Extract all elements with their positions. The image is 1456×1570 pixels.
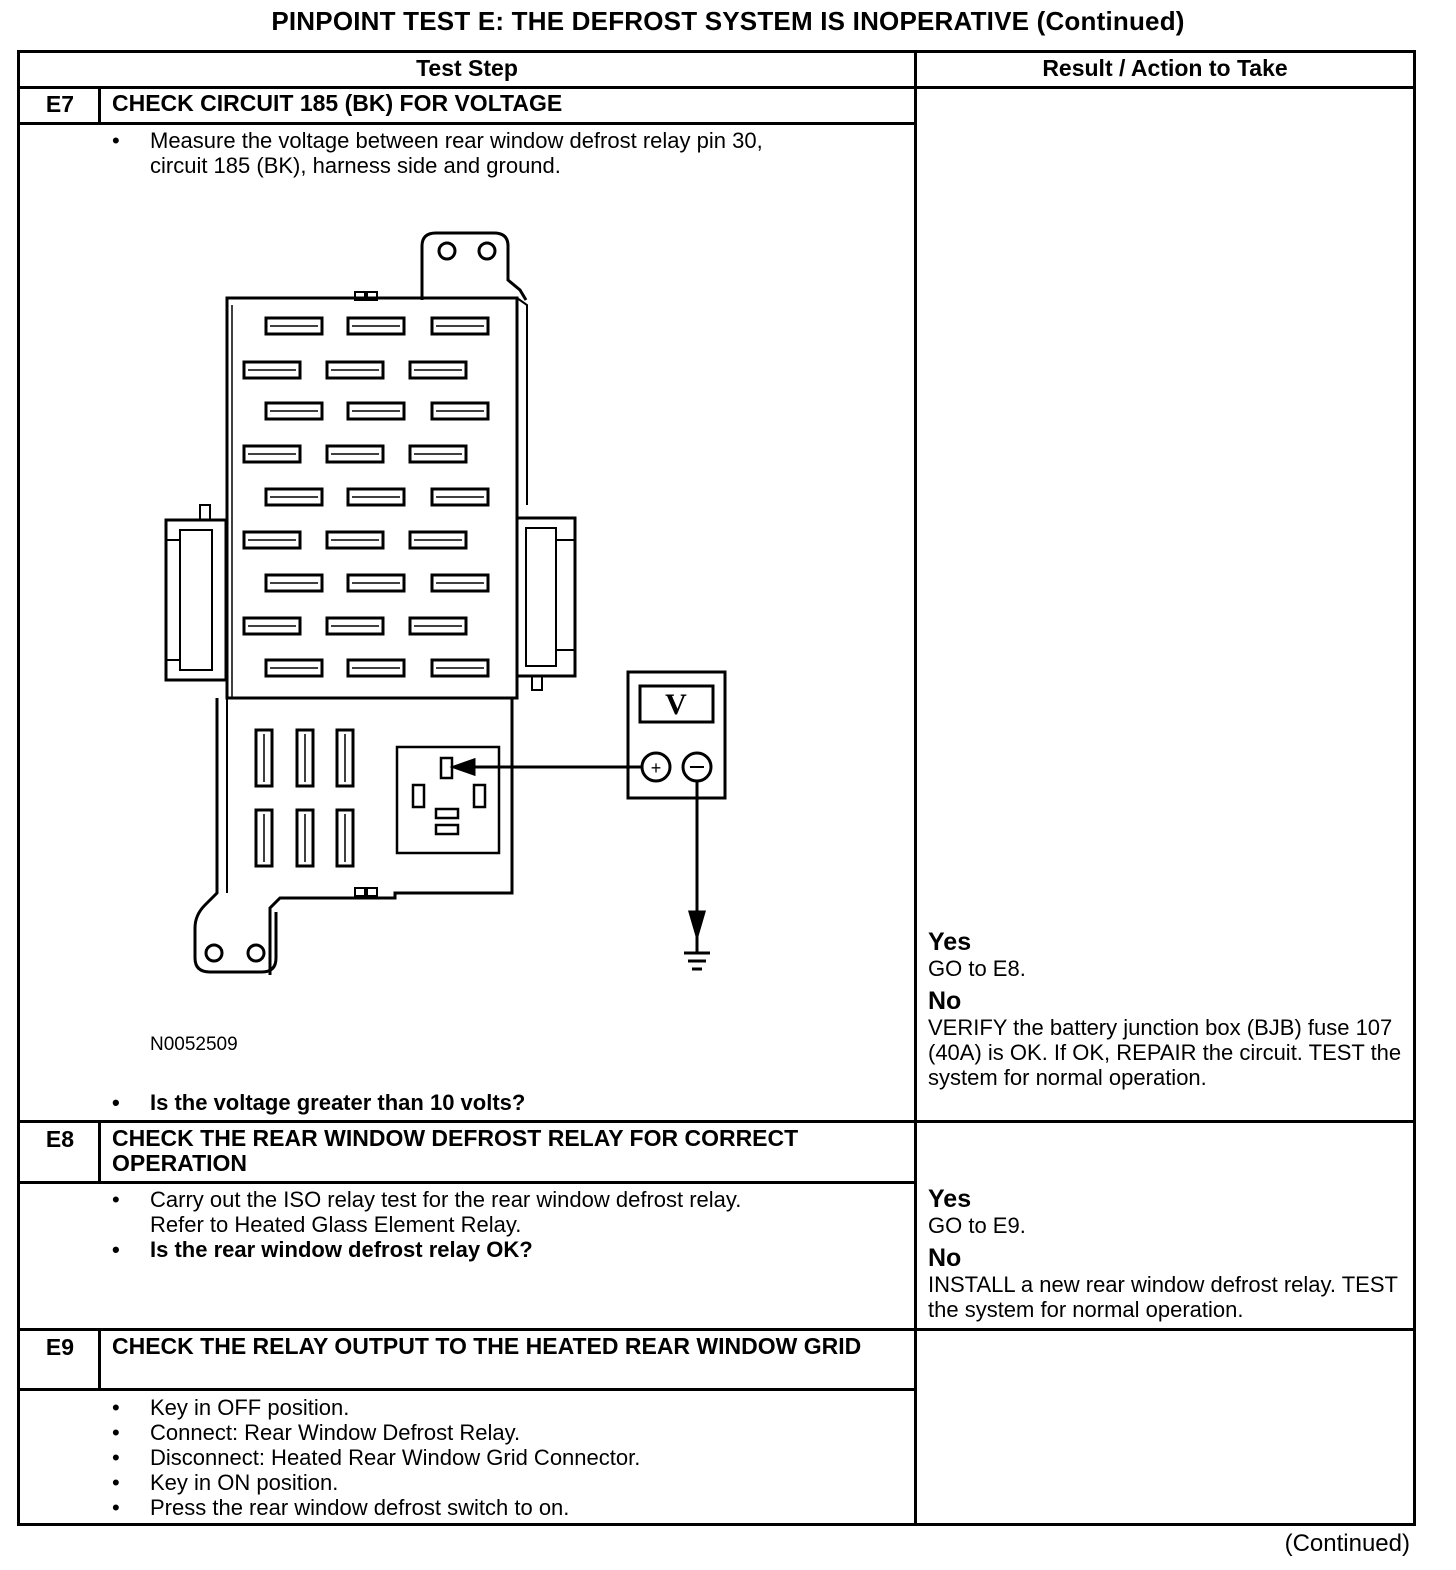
step-separator <box>17 1120 1416 1123</box>
mounting-hole <box>206 945 222 961</box>
result-yes-text: GO to E9. <box>928 1213 1026 1238</box>
step-number-e9: E9 <box>45 1334 75 1360</box>
step-bullets-e9 <box>112 1395 902 1520</box>
ground-lead <box>690 781 704 953</box>
step-bullets-e7 <box>112 128 902 178</box>
result-yes-label: Yes <box>928 928 972 956</box>
step-number-divider <box>98 1330 101 1390</box>
step-separator <box>17 1328 1416 1331</box>
table-border-right <box>1413 50 1416 1526</box>
table-border-left <box>17 50 20 1526</box>
list-item: • Key in ON position. <box>112 1470 902 1495</box>
relay-socket <box>397 747 499 853</box>
meter-label: V <box>665 688 687 721</box>
list-item <box>112 128 902 178</box>
list-item: • Is the rear window defrost relay OK? <box>112 1237 902 1262</box>
result-no-text: INSTALL a new rear window defrost relay. TEST the system for normal operation. <box>928 1272 1398 1322</box>
header-result: Result / Action to Take <box>1042 55 1288 81</box>
step-title-rule <box>17 122 917 125</box>
top-mounting-tab <box>422 233 526 300</box>
step-number-e8: E8 <box>45 1126 75 1152</box>
step-title-rule <box>17 1388 917 1391</box>
step-title-e8: CHECK THE REAR WINDOW DEFROST RELAY FOR CORRECT OPERATION <box>112 1125 799 1176</box>
result-no-label: No <box>928 987 962 1015</box>
mounting-hole <box>479 243 495 259</box>
bullet-subtext: circuit 185 (BK), harness side and ground. <box>150 153 561 178</box>
list-item: • Is the voltage greater than 10 volts? <box>112 1090 902 1115</box>
step-title-rule <box>17 1181 917 1184</box>
result-yes-label: Yes <box>928 1185 972 1213</box>
step-number-divider <box>98 1122 101 1182</box>
column-divider <box>914 50 917 1526</box>
plus-symbol: + <box>650 758 662 778</box>
list-item: • Press the rear window defrost switch to on. <box>112 1495 902 1520</box>
result-no-label: No <box>928 1244 962 1272</box>
result-e8 <box>928 1185 1406 1322</box>
bullet-text: Carry out the ISO relay test for the rear window defrost relay. <box>150 1187 742 1212</box>
result-e7 <box>928 928 1406 1090</box>
mounting-hole <box>248 945 264 961</box>
step-bullets-e8 <box>112 1187 902 1262</box>
list-item: • Key in OFF position. <box>112 1395 902 1420</box>
list-item <box>112 1187 902 1237</box>
result-no-text: VERIFY the battery junction box (BJB) fuse 107 (40A) is OK. If OK, REPAIR the circuit. TEST the system for normal operation. <box>928 1015 1402 1090</box>
header-rule <box>17 86 1416 89</box>
step-question-e7 <box>112 1090 902 1115</box>
table-border-top <box>17 50 1416 53</box>
page-title: PINPOINT TEST E: THE DEFROST SYSTEM IS INOPERATIVE (Continued) <box>271 6 1185 36</box>
list-item: • Disconnect: Heated Rear Window Grid Connector. <box>112 1445 902 1470</box>
step-title-e7: CHECK CIRCUIT 185 (BK) FOR VOLTAGE <box>112 90 563 116</box>
bullet-text: Measure the voltage between rear window defrost relay pin 30, <box>150 128 763 153</box>
step-title-e9: CHECK THE RELAY OUTPUT TO THE HEATED REAR WINDOW GRID <box>112 1333 862 1359</box>
step-number-divider <box>98 88 101 124</box>
mounting-hole <box>439 243 455 259</box>
header-test-step: Test Step <box>416 55 518 81</box>
left-side-connector <box>166 520 226 680</box>
table-border-bottom <box>17 1523 1416 1526</box>
continued-footer: (Continued) <box>1284 1530 1410 1557</box>
step-number-e7: E7 <box>45 91 75 117</box>
result-yes-text: GO to E8. <box>928 956 1026 981</box>
figure-id: N0052509 <box>150 1034 238 1055</box>
list-item: • Connect: Rear Window Defrost Relay. <box>112 1420 902 1445</box>
bullet-subtext: Refer to Heated Glass Element Relay. <box>150 1212 522 1237</box>
fuse-box-diagram <box>150 225 770 985</box>
ground-icon <box>684 953 710 969</box>
